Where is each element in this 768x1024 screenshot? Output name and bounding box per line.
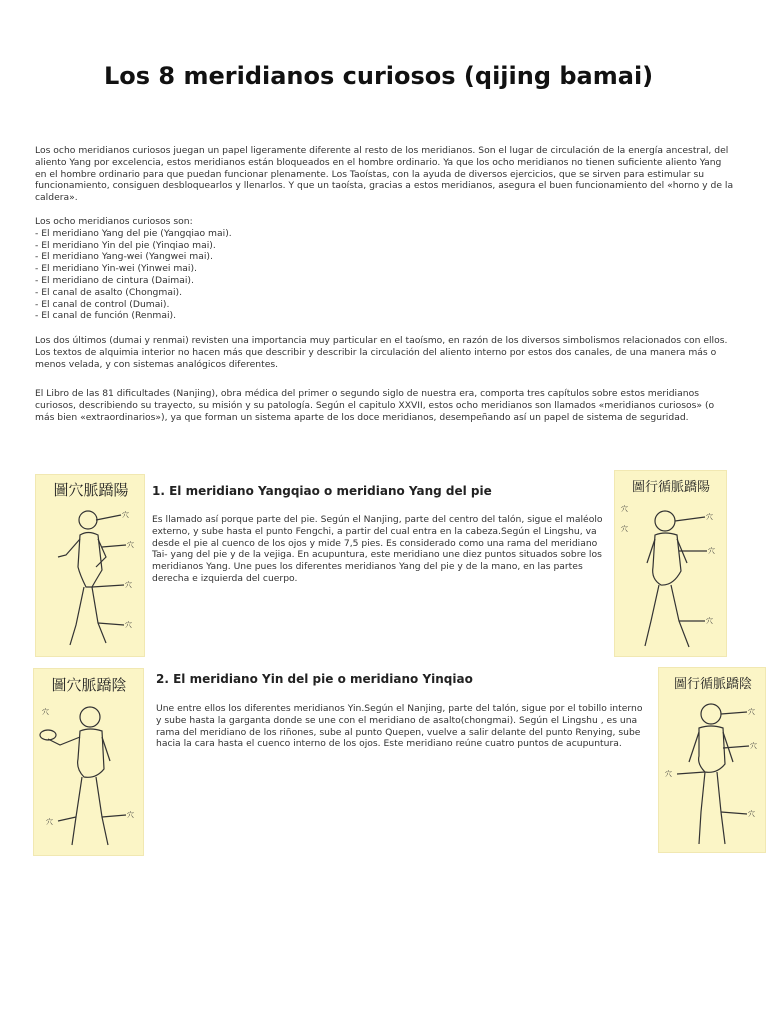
list-item: - El meridiano Yin del pie (Yinqiao mai).: [35, 239, 216, 251]
list-item: - El canal de asalto (Chongmai).: [35, 286, 183, 298]
svg-text:穴: 穴: [665, 770, 672, 778]
svg-text:穴: 穴: [125, 581, 132, 589]
svg-text:穴: 穴: [125, 621, 132, 629]
svg-text:穴: 穴: [748, 810, 755, 818]
intro-text: Los ocho meridianos curiosos juegan un papel ligeramente diferente al resto de los meridianos. Son el lugar de circulación de la energía ancestral, del aliento Yang por excelencia, estos meridianos están bloqueados en el hombre ordinario. Ya que los ocho meridianos no tienen suficiente aliento Yang en el hombre ordinario para que puedan funcionar plenamente. Los Taoístas, con la ayuda de diversos ejercicios, que se sirven para estimular su funcionamiento, consiguen desbloquearlos y llenarlos. Y que un taoísta, gracias a estos meridianos, asegura el buen funcionamiento del «horno y de la caldera».: [35, 145, 734, 204]
intro-paragraph-3: [35, 388, 735, 423]
svg-text:穴: 穴: [46, 818, 53, 826]
svg-text:穴: 穴: [706, 617, 713, 625]
illustration-caption: 圖穴脈蹻陽: [53, 481, 129, 499]
list-item: - El canal de función (Renmai).: [35, 310, 177, 322]
intro-paragraph-2: [35, 335, 735, 370]
intro-text: Los dos últimos (dumai y renmai) revisten una importancia muy particular en el taoísmo, en razón de los diversos simbolismos relacionados con ellos. Los textos de alquimia interior no hacen más que describir y describir la circulación del aliento interno por estos dos canales, de una manera más o menos velada, y con sistemas analógicos diferentes.: [35, 335, 728, 370]
illustration-caption: 圖行循脈蹻陽: [631, 480, 711, 495]
page-title: Los 8 meridianos curiosos (qijing bamai): [104, 62, 654, 90]
illustration-caption: 圖穴脈蹻陰: [51, 676, 127, 694]
yinqiao-pathway-illustration: [658, 667, 766, 853]
yinqiao-points-illustration: [33, 668, 144, 856]
meridian-list: [35, 228, 735, 322]
section-body-yangqiao: Es llamado así porque parte del pie. Según el Nanjing, parte del centro del talón, sigue el maléolo externo, y sube hasta el punto Fengchi, a partir del cual entra en la cabeza.Según el Lingshu, va desde el pie al cuenco de los ojos y mide 7,5 pies. Es considerado como una rama del meridiano Tai- yang del pie y de la vejiga. En acupuntura, este meridiano une diez puntos situados sobre los meridianos Yang. Une pues los diferentes meridianos Yang del pie y de la mano, en las partes derecha e izquierda del cuerpo.: [152, 514, 603, 584]
svg-text:穴: 穴: [621, 525, 628, 533]
svg-text:穴: 穴: [750, 742, 757, 750]
section-heading-yinqiao: 2. El meridiano Yin del pie o meridiano Yinqiao: [156, 672, 473, 686]
section-body-yinqiao: Une entre ellos los diferentes meridianos Yin.Según el Nanjing, parte del talón, sigue por el tobillo interno y sube hasta la garganta donde se une con el meridiano de asalto(chongmai). Según el Lingshu , es una rama del meridiano de los riñones, sube al punto Quepen, vuelve a salir delante del punto Renying, sube hacia la cara hasta el cuenco interno de los ojos. Este meridiano reúne cuatro puntos de acupuntura.: [156, 703, 643, 750]
illustration-caption: 圖行循脈蹻陰: [673, 677, 753, 692]
svg-text:穴: 穴: [748, 708, 755, 716]
yangqiao-pathway-illustration: [614, 470, 727, 657]
yangqiao-points-illustration: [35, 474, 145, 657]
list-intro: Los ocho meridianos curiosos son:: [35, 216, 193, 227]
svg-text:穴: 穴: [706, 513, 713, 521]
svg-text:穴: 穴: [621, 505, 628, 513]
list-item: - El meridiano Yang del pie (Yangqiao mai).: [35, 227, 232, 239]
list-item: - El meridiano Yang-wei (Yangwei mai).: [35, 251, 213, 263]
section-heading-yangqiao: 1. El meridiano Yangqiao o meridiano Yang del pie: [152, 484, 492, 498]
meridian-list-block: [35, 216, 735, 322]
svg-text:穴: 穴: [127, 811, 134, 819]
svg-text:穴: 穴: [42, 708, 49, 716]
list-item: - El canal de control (Dumai).: [35, 298, 170, 310]
list-item: - El meridiano de cintura (Daimai).: [35, 274, 194, 286]
intro-paragraph-1: [35, 145, 735, 204]
list-item: - El meridiano Yin-wei (Yinwei mai).: [35, 263, 197, 275]
svg-text:穴: 穴: [122, 511, 129, 519]
svg-text:穴: 穴: [708, 547, 715, 555]
svg-text:穴: 穴: [127, 541, 134, 549]
intro-text: El Libro de las 81 dificultades (Nanjing), obra médica del primer o segundo siglo de nuestra era, comporta tres capítulos sobre estos meridianos curiosos, describiendo su trayecto, su misión y su patología. Según el capitulo XXVII, estos ocho meridianos son llamados «meridianos curiosos» (o más bien «extraordinarios»), ya que forman un sistema aparte de los doce meridianos, desempeñando así un papel de sistema de seguridad.: [35, 388, 715, 423]
